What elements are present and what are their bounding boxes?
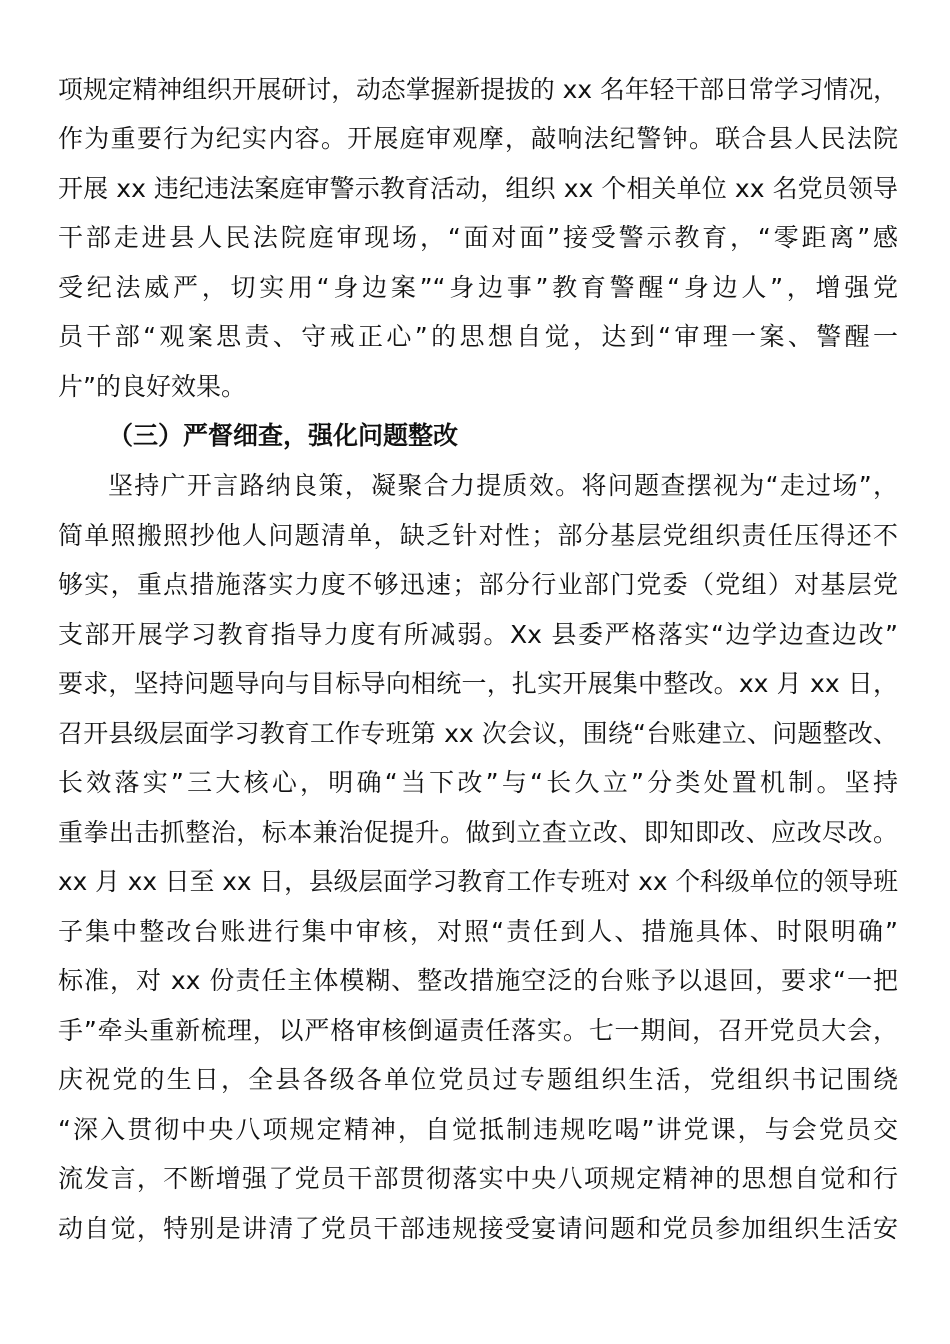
paragraph-line: 干部走进县人民法院庭审现场，“面对面”接受警示教育，“零距离”感 [58, 223, 898, 252]
section-heading: （三）严督细查，强化问题整改 [108, 421, 459, 450]
paragraph-line: 简单照搬照抄他人问题清单，缺乏针对性；部分基层党组织责任压得还不 [58, 521, 898, 550]
paragraph-line: 重拳出击抓整治，标本兼治促提升。做到立查立改、即知即改、应改尽改。 [58, 818, 898, 847]
paragraph-line: 项规定精神组织开展研讨，动态掌握新提拔的 xx 名年轻干部日常学习情况， [58, 75, 898, 104]
paragraph-line: 召开县级层面学习教育工作专班第 xx 次会议，围绕“台账建立、问题整改、 [58, 719, 898, 748]
paragraph-line: 长效落实”三大核心，明确“当下改”与“长久立”分类处置机制。坚持 [58, 768, 898, 797]
paragraph-line: 够实，重点措施落实力度不够迅速；部分行业部门党委（党组）对基层党 [58, 570, 898, 599]
paragraph-line: 坚持广开言路纳良策，凝聚合力提质效。将问题查摆视为“走过场”， [108, 471, 898, 500]
paragraph-line: 支部开展学习教育指导力度有所减弱。Xx 县委严格落实“边学边查边改” [58, 620, 898, 649]
paragraph-line: xx 月 xx 日至 xx 日，县级层面学习教育工作专班对 xx 个科级单位的领导班 [58, 867, 898, 896]
paragraph-line: 动自觉，特别是讲清了党员干部违规接受宴请问题和党员参加组织生活安 [58, 1214, 898, 1243]
paragraph-line: 员干部“观案思责、守戒正心”的思想自觉，达到“审理一案、警醒一 [58, 322, 898, 351]
paragraph-line: 手”牵头重新梳理，以严格审核倒逼责任落实。七一期间，召开党员大会， [58, 1016, 898, 1045]
paragraph-line: 作为重要行为纪实内容。开展庭审观摩，敲响法纪警钟。联合县人民法院 [58, 124, 898, 153]
paragraph-line: 开展 xx 违纪违法案庭审警示教育活动，组织 xx 个相关单位 xx 名党员领导 [58, 174, 898, 203]
paragraph-line: 受纪法威严，切实用“身边案”“身边事”教育警醒“身边人”，增强党 [58, 273, 898, 302]
paragraph-line: 庆祝党的生日，全县各级各单位党员过专题组织生活，党组织书记围绕 [58, 1065, 898, 1094]
paragraph-line: 标准，对 xx 份责任主体模糊、整改措施空泛的台账予以退回，要求“一把 [58, 966, 898, 995]
paragraph-line: 子集中整改台账进行集中审核，对照“责任到人、措施具体、时限明确” [58, 917, 898, 946]
paragraph-line: 片”的良好效果。 [58, 372, 246, 401]
paragraph-line: 流发言，不断增强了党员干部贯彻落实中央八项规定精神的思想自觉和行 [58, 1164, 898, 1193]
paragraph-line: 要求，坚持问题导向与目标导向相统一，扎实开展集中整改。xx 月 xx 日， [58, 669, 898, 698]
paragraph-line: “深入贯彻中央八项规定精神，自觉抵制违规吃喝”讲党课，与会党员交 [58, 1115, 898, 1144]
